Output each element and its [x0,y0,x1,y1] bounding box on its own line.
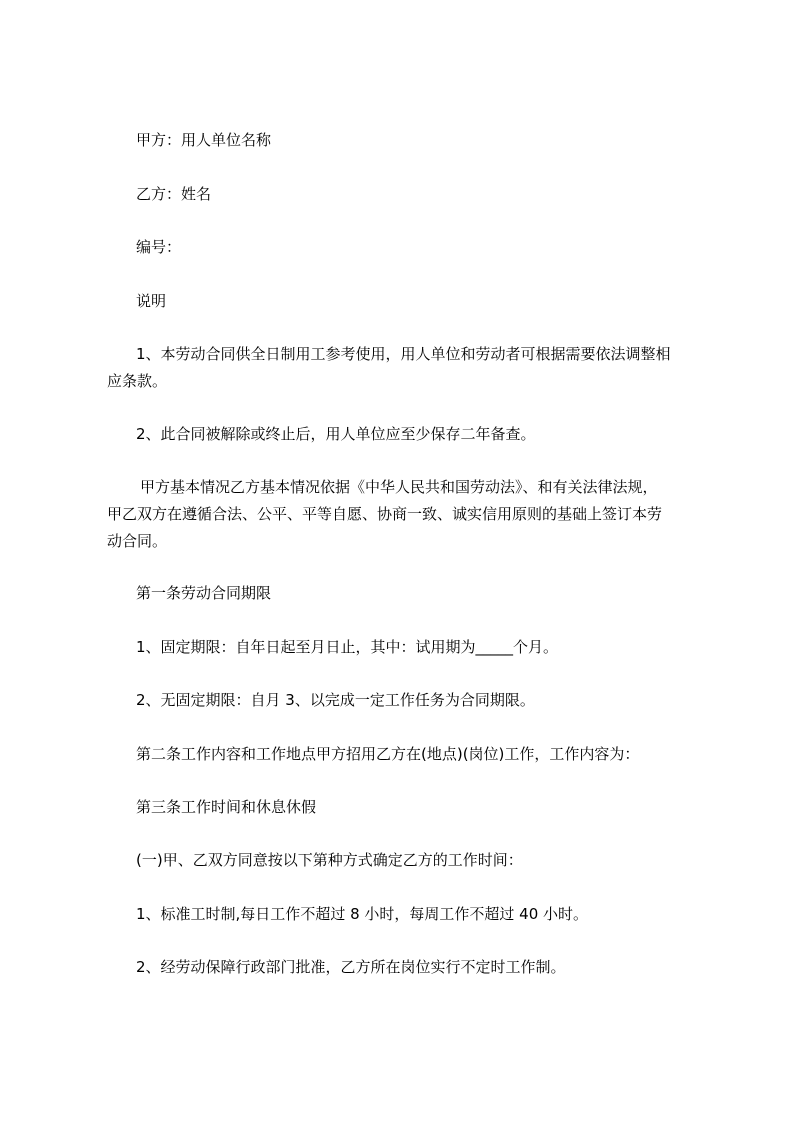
preamble-line-3: 动合同。 [107,532,168,550]
article-3-subsection-1: (一)甲、乙双方同意按以下第种方式确定乙方的工作时间： [136,851,523,869]
contract-number-line: 编号： [136,238,182,256]
party-b-line: 乙方：姓名 [136,185,212,203]
article-1-item-1: 1、固定期限：自年日起至月日止，其中：试用期为_____个月。 [136,638,559,656]
article-3-item-2: 2、经劳动保障行政部门批准，乙方所在岗位实行不定时工作制。 [136,958,566,976]
note-2: 2、此合同被解除或终止后，用人单位应至少保存二年备查。 [136,425,536,443]
note-1-line-2: 应条款。 [107,372,168,390]
preamble-line-2: 甲乙双方在遵循合法、公平、平等自愿、协商一致、诚实信用原则的基础上签订本劳 [107,505,663,523]
explanation-heading: 说明 [136,292,167,310]
note-1-line-1: 1、本劳动合同供全日制用工参考使用，用人单位和劳动者可根据需要依法调整相 [136,345,671,363]
article-3-item-1: 1、标准工时制,每日工作不超过 8 小时，每周工作不超过 40 小时。 [136,905,589,923]
article-3-heading: 第三条工作时间和休息休假 [136,798,317,816]
preamble-line-1: 甲方基本情况乙方基本情况依据《中华人民共和国劳动法》、和有关法律法规， [140,478,658,496]
party-a-line: 甲方：用人单位名称 [136,131,272,149]
article-2: 第二条工作内容和工作地点甲方招用乙方在(地点)(岗位)工作，工作内容为： [136,745,640,763]
article-1-heading: 第一条劳动合同期限 [136,584,272,602]
article-1-item-2: 2、无固定期限：自月 3、以完成一定工作任务为合同期限。 [136,691,535,709]
